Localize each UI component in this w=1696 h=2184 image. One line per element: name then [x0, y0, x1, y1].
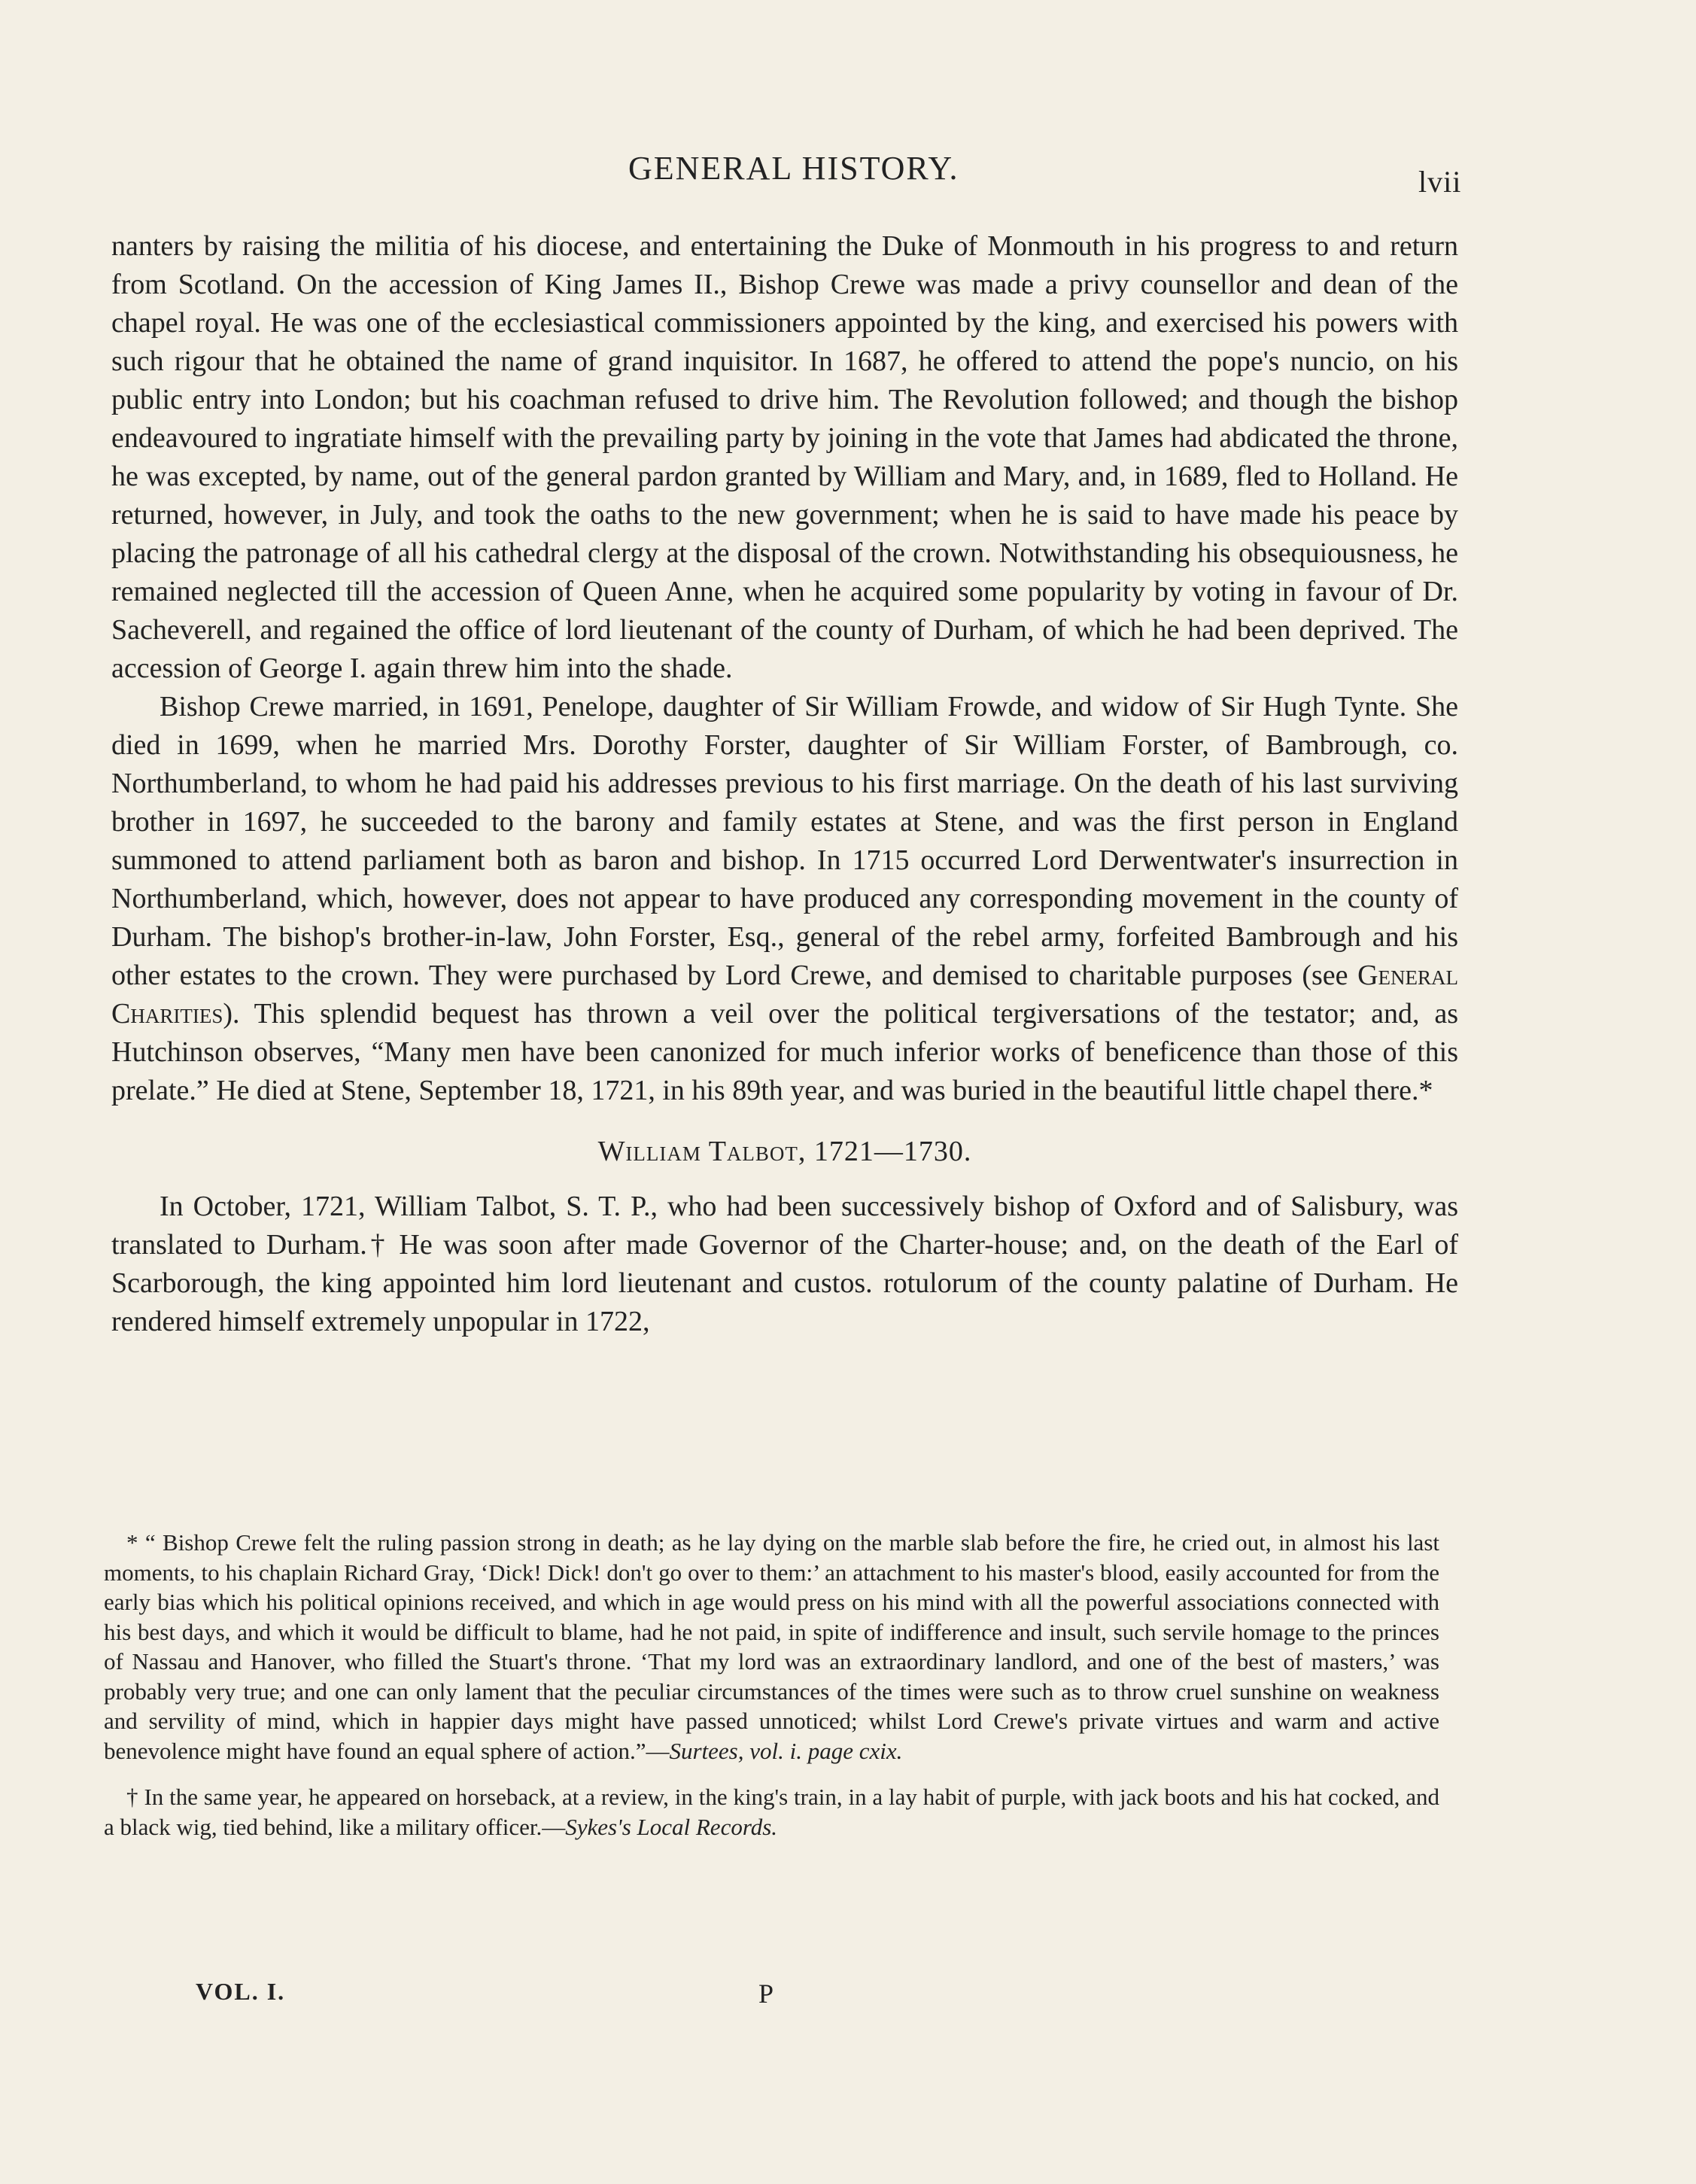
paragraph-text: ). This splendid bequest has thrown a veil over the political tergiversations of the testator; and, as Hutchinson observes, “Many men have been canonized for much inferior works of beneficence than those of this prelate.” He died at Stene, September 18, 1721, in his 89th year, and was buried in the beautiful little chapel there.*	[111, 998, 1458, 1106]
paragraph-continued: nanters by raising the militia of his diocese, and entertaining the Duke of Monmouth in his progress to and return from Scotland. On the accession of King James II., Bishop Crewe was made a privy counsellor and dean of the chapel royal. He was one of the ecclesiastical commissioners appointed by the king, and exercised his powers with such rigour that he obtained the name of grand inquisitor. In 1687, he offered to attend the pope's nuncio, on his public entry into London; but his coachman refused to drive him. The Revolution followed; and though the bishop endeavoured to ingratiate himself with the prevailing party by joining in the vote that James had abdicated the throne, he was excepted, by name, out of the general pardon granted by William and Mary, and, in 1689, fled to Holland. He returned, however, in July, and took the oaths to the new government; when he is said to have made his peace by placing the patronage of all his cathedral clergy at the disposal of the crown. Notwithstanding his obsequiousness, he remained neglected till the accession of Queen Anne, when he acquired some popularity by voting in favour of Dr. Sacheverell, and regained the office of lord lieutenant of the county of Durham, of which he had been deprived. The accession of George I. again threw him into the shade.	[111, 230, 1458, 684]
signature-line	[0, 1978, 1696, 2008]
footnote-source: Sykes's Local Records.	[565, 1813, 778, 1840]
footnote-2	[104, 1782, 1439, 1842]
cross-reference: General Charities	[111, 960, 1459, 1030]
paragraph-crewe-marriage	[111, 688, 1458, 1110]
paragraph-text: Bishop Crewe married, in 1691, Penelope, daughter of Sir William Frowde, and widow of Sir Hugh Tynte. She died in 1699, when he married Mrs. Dorothy Forster, daughter of Sir William Forster, of Bambrough, co. Northumberland, to whom he had paid his addresses previous to his first marriage. On the death of his last surviving brother in 1697, he succeeded to the barony and family estates at Stene, and was the first person in England summoned to attend parliament both as baron and bishop. In 1715 occurred Lord Derwentwater's insurrection in Northumberland, which, however, does not appear to have produced any corresponding movement in the county of Durham. The bishop's brother-in-law, John Forster, Esq., general of the rebel army, forfeited Bambrough and his other estates to the crown. They were purchased by Lord Crewe, and demised to charitable purposes (see	[111, 691, 1458, 991]
footnote-1	[104, 1528, 1439, 1766]
footnotes	[104, 1528, 1439, 1842]
section-heading: William Talbot, 1721—1730.	[597, 1136, 972, 1167]
running-title: GENERAL HISTORY.	[628, 150, 959, 187]
running-head	[0, 149, 1696, 199]
footnote-source: Surtees, vol. i. page cxix.	[669, 1737, 903, 1764]
paragraph-talbot: In October, 1721, William Talbot, S. T. P., who had been successively bishop of Oxford and of Salisbury, was translated to Durham.† He was soon after made Governor of the Charter-house; and, on the death of the Earl of Scarborough, the king appointed him lord lieutenant and custos. rotulorum of the county palatine of Durham. He rendered himself extremely unpopular in 1722,	[111, 1191, 1458, 1337]
page-number: lvii	[1418, 165, 1462, 199]
volume-mark: VOL. I.	[196, 1978, 286, 2005]
main-text	[111, 227, 1458, 1341]
footnote-text: † In the same year, he appeared on horseback, at a review, in the king's train, in a lay habit of purple, with jack boots and his hat cocked, and a black wig, tied behind, like a military officer.—	[104, 1784, 1439, 1840]
footnote-text: * “ Bishop Crewe felt the ruling passion strong in death; as he lay dying on the marble slab before the fire, he cried out, in almost his last moments, to his chaplain Richard Gray, ‘Dick! Dick! don't go over to them:’ an attachment to his master's blood, easily accounted for from the early bias which his political opinions received, and which in age would press on his mind with all the powerful associations connected with his best days, and which it would be difficult to blame, had he not paid, in spite of indifference and insult, such servile homage to the princes of Nassau and Hanover, who filled the Stuart's throne. ‘That my lord was an extraordinary landlord, and one of the best of masters,’ was probably very true; and one can only lament that the peculiar circumstances of the times were such as to throw cruel sunshine on weakness and servility of mind, which in happier days might have passed unnoticed; whilst Lord Crewe's private virtues and warm and active benevolence might have found an equal sphere of action.”—	[104, 1529, 1439, 1764]
signature-letter: P	[758, 1979, 774, 2009]
